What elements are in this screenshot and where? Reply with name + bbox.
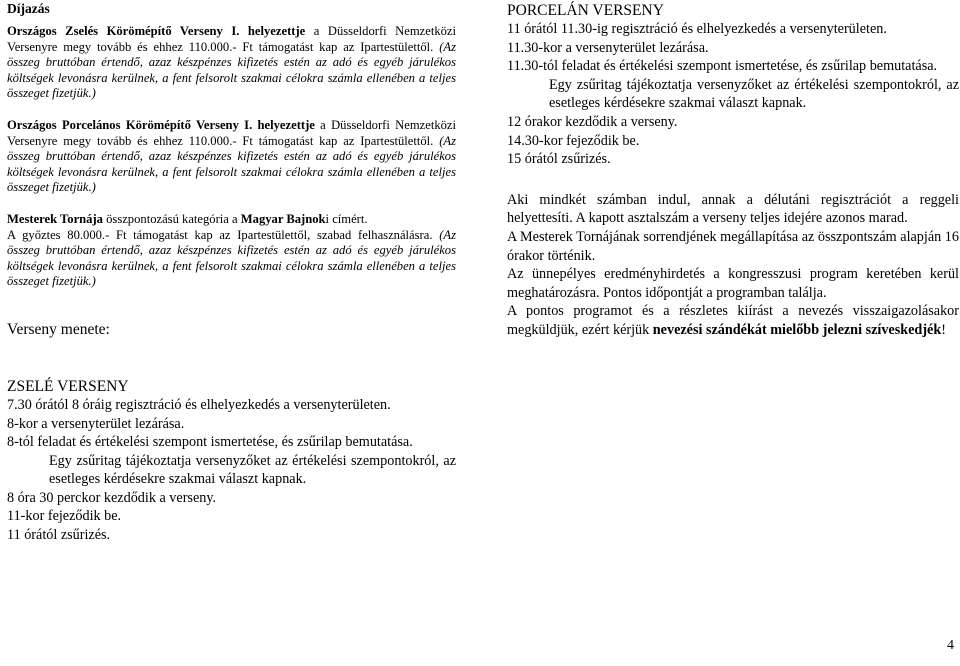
zsele-item: 8-tól feladat és értékelési szempont ismertetése, és zsűrilap bemutatása.: [7, 434, 413, 451]
zsele-title: ZSELÉ VERSENY: [7, 377, 129, 395]
info-last-end: !: [941, 321, 946, 338]
zsele-item: Egy zsűritag tájékoztatja versenyzőket az értékelési szempontokról, az esetleges kérdésekre szakmai választ kapnak.: [49, 452, 456, 488]
prize-zsele-title: Országos Zselés Körömépítő Verseny I. helyezettje: [7, 24, 306, 38]
porcelan-item: 11.30-tól feladat és értékelési szempont ismertetése, és zsűrilap bemutatása.: [507, 58, 938, 75]
info-last-bold: nevezési szándékát mielőbb jelezni szíveskedjék: [652, 321, 942, 338]
porcelan-item: 15 órától zsűrizés.: [507, 151, 611, 168]
porcelan-title: PORCELÁN VERSENY: [507, 2, 664, 19]
prize-zsele: [7, 24, 456, 102]
right-column: [507, 0, 959, 340]
prize-porcelan-title: Országos Porcelános Körömépítő Verseny I. helyezettje: [7, 117, 315, 132]
masters-text-1: összpontozású kategória a: [102, 211, 241, 226]
prize-porcelan: [7, 118, 456, 196]
info-paragraph-last: [507, 302, 959, 339]
porcelan-item: 12 órakor kezdődik a verseny.: [507, 113, 678, 130]
prize-zsele-note: (Az összeg bruttóban értendő, azaz készpénzes kifizetés estén az adó és egyéb járulékos költségek levonásra kerülnek, a fent felsorolt szakmai célokra számla ellenében a teljes összeget fizetjük.): [7, 39, 456, 101]
zsele-item: 11-kor fejeződik be.: [7, 508, 122, 525]
prize-zsele-text: a Düsseldorfi Nemzetközi Versenyre megy tovább és ehhez 110.000.- Ft támogatást kap az Ipartestülettől.: [7, 24, 457, 54]
schedule-heading: Verseny menete:: [7, 320, 110, 338]
porcelan-item: Egy zsűritag tájékoztatja versenyzőket az értékelési szempontokról, az esetleges kérdésekre szakmai választ kapnak.: [549, 76, 959, 112]
info-last-text: A pontos programot és a részletes kiírást a nevezés visszaigazolásakor megküldjük, ezért kérjük: [507, 303, 959, 338]
left-column: [7, 0, 456, 545]
zsele-item: 8 óra 30 perckor kezdődik a verseny.: [7, 489, 217, 506]
prize-porcelan-text: a Düsseldorfi Nemzetközi Versenyre megy tovább és ehhez 110.000.- Ft támogatást kap az Ipartestülettől.: [7, 117, 457, 148]
prize-porcelan-note: (Az összeg bruttóban értendő, azaz készpénzes kifizetés estén az adó és egyéb járulékos költségek levonásra kerülnek, a fent felsorolt szakmai célokra számla ellenében a teljes összeget fizetjük.): [7, 133, 456, 195]
porcelan-item: 11.30-kor a versenyterület lezárása.: [507, 39, 709, 56]
masters-prize: A győztes 80.000.- Ft támogatást kap az Ipartestülettől, szabad felhasználásra.: [7, 227, 433, 242]
info-paragraph: Aki mindkét számban indul, annak a délutáni regisztrációt a reggeli helyettesíti. A kapott asztalszám a verseny teljes idejére azonos marad.: [507, 191, 959, 227]
info-paragraph: Az ünnepélyes eredményhirdetés a kongresszusi program keretében kerül meghatározásra. Pontos időpontját a programban találja.: [507, 266, 959, 301]
section-heading: Díjazás: [7, 1, 50, 16]
zsele-item: 8-kor a versenyterület lezárása.: [7, 415, 185, 432]
masters-bold: Magyar Bajnok: [240, 211, 326, 226]
masters-title: Mesterek Tornája: [7, 211, 103, 226]
masters-text-2: i címért.: [325, 211, 368, 226]
page-number: 4: [947, 638, 954, 653]
zsele-item: 11 órától zsűrizés.: [7, 527, 111, 544]
porcelan-item: 11 órától 11.30-ig regisztráció és elhelyezkedés a versenyterületen.: [507, 21, 887, 37]
info-paragraph: A Mesterek Tornájának sorrendjének megállapítása az összpontszám alapján 16 órakor történik.: [507, 228, 959, 264]
porcelan-item: 14.30-kor fejeződik be.: [507, 132, 640, 149]
prize-masters: [7, 212, 456, 290]
zsele-item: 7.30 órától 8 óráig regisztráció és elhelyezkedés a versenyterületen.: [7, 396, 391, 413]
masters-note: (Az összeg bruttóban értendő, azaz készpénzes kifizetés estén az adó és egyéb járulékos költségek levonásra kerülnek, a fent felsorolt szakmai célokra számla ellenében a teljes összeget fizetjük.): [7, 227, 456, 289]
